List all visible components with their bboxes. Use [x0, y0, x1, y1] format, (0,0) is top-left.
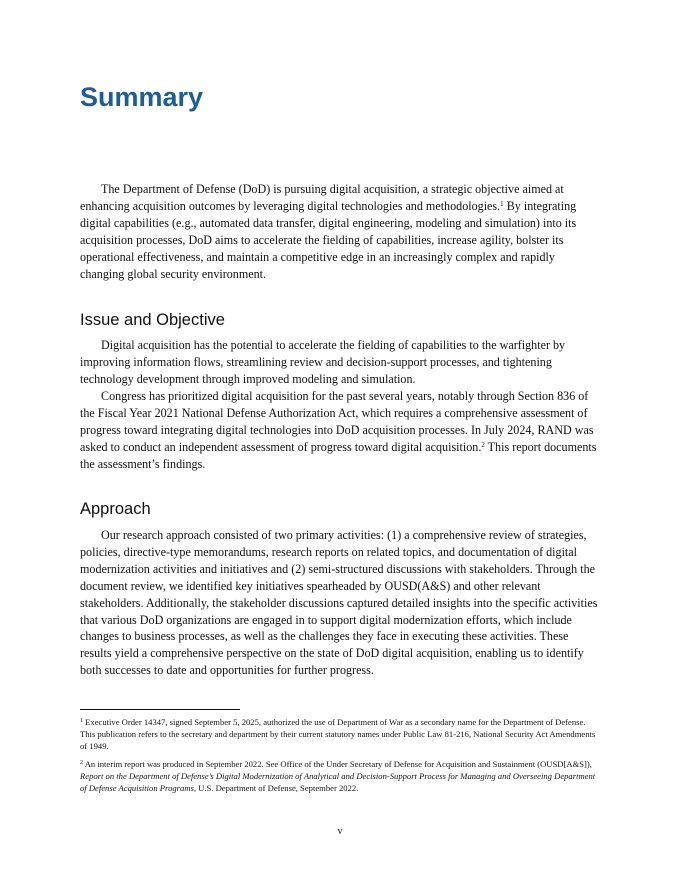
footnote-2 — [80, 758, 602, 795]
issue-paragraph-1: Digital acquisition has the potential to accelerate the fielding of capabilities to the warfighter by improving information flows, streamlining review and decision-support processes, and tightening technology development through improved modeling and simulation. — [80, 338, 566, 386]
footnote-2-mark: 2 — [80, 760, 83, 766]
footnote-2-text-part-1: An interim report was produced in September 2022. See Office of the Under Secretary of Defense for Acquisition and Sustainment (OUSD[A&S]), — [84, 759, 592, 769]
footnote-ref-2[interactable]: 2 — [481, 440, 485, 449]
issue-heading: Issue and Objective — [80, 311, 225, 329]
intro-paragraph — [80, 181, 600, 282]
issue-p2-text-part-2: This report documents the assessment’s findings. — [80, 439, 597, 471]
footnote-1-mark: 1 — [80, 718, 83, 724]
footnote-2-report-title: Report on the Department of Defense’s Digital Modernization of Analytical and Decision-Support Process for Managing and Overseeing Department of Defense Acquisition Programs — [80, 771, 596, 794]
issue-paragraph-2 — [80, 388, 600, 473]
footnote-ref-1[interactable]: 1 — [500, 199, 504, 208]
page-title: Summary — [80, 82, 204, 112]
approach-paragraph: Our research approach consisted of two primary activities: (1) a comprehensive review of strategies, policies, directive-type memorandums, research reports on related topics, and documentation of digital modernization activities and initiatives and (2) semi-structured discussions with stakeholders. Through the document review, we identified key initiatives spearheaded by OUSD(A&S) and other relevant stakeholders. Additionally, the stakeholder discussions captured detailed insights into the specific activities that various DoD organizations are engaged in to support digital modernization efforts, which include changes to business processes, as well as the challenges they face in executing these activities. These results yield a comprehensive perspective on the state of DoD digital acquisition, enabling us to identify both successes to date and opportunities for further progress. — [80, 528, 598, 678]
footnote-1-text: Executive Order 14347, signed September 5, 2025, authorized the use of Department of War as a secondary name for the Department of Defense. This publication refers to the secretary and department by their current statutory names under Public Law 81-216, National Security Act Amendments of 1949. — [80, 717, 596, 752]
approach-heading: Approach — [80, 500, 151, 518]
page-number: v — [337, 826, 343, 837]
footnote-2-text-part-2: , U.S. Department of Defense, September 2022. — [193, 783, 359, 794]
issue-p2-text-part-1: Congress has prioritized digital acquisition for the past several years, notably through Section 836 of the Fiscal Year 2021 National Defense Authorization Act, which requires a comprehensive assessment of progress toward integrating digital technologies into DoD acquisition processes. In July 2024, RAND was asked to conduct an independent assessment of progress toward digital acquisition. — [80, 389, 594, 454]
intro-text-part-2: By integrating digital capabilities (e.g., automated data transfer, digital engineering, modeling and simulation) into its acquisition processes, DoD aims to accelerate the fielding of capabilities, increase agility, bolster its operational effectiveness, and maintain a competitive edge in an increasingly complex and rapidly changing global security environment. — [80, 198, 577, 281]
footnote-1 — [80, 716, 602, 753]
footnote-divider — [80, 709, 240, 710]
intro-text-part-1: The Department of Defense (DoD) is pursuing digital acquisition, a strategic objective aimed at enhancing acquisition outcomes by leveraging digital technologies and methodologies. — [80, 182, 564, 213]
